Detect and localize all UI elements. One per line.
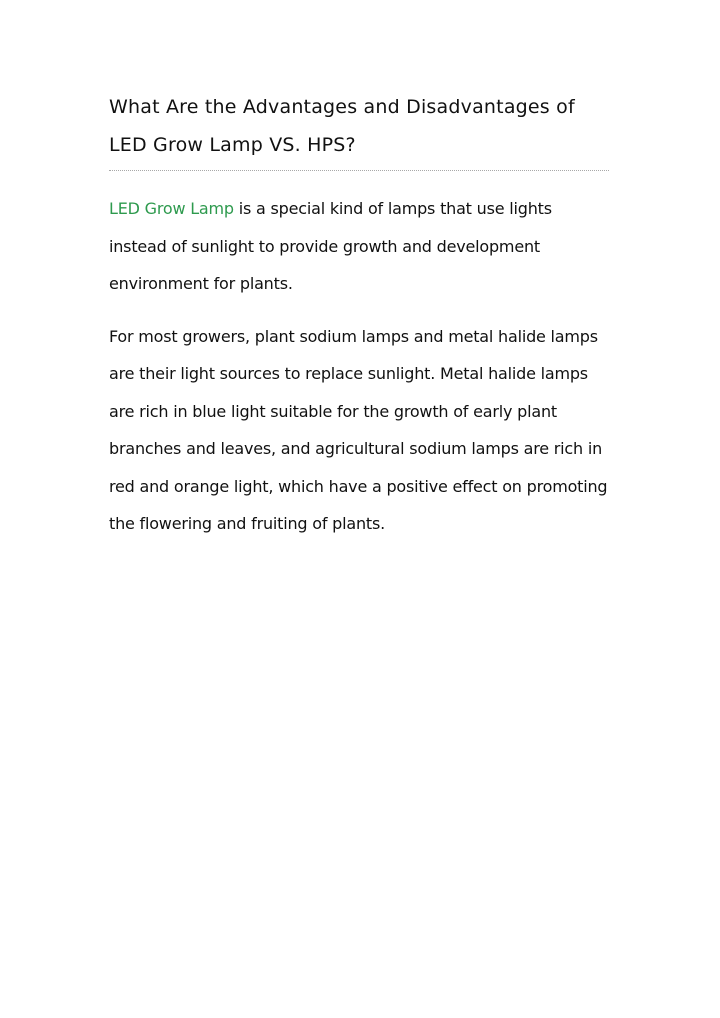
body-paragraph: For most growers, plant sodium lamps and metal halide lamps are their light sources to replace sunlight. Metal halide lamps are rich in blue light suitable for the growth of early plant branches and leaves, and agricultural sodium lamps are rich in red and orange light, which have a positive effect on promoting the flowering and fruiting of plants.: [109, 326, 608, 533]
article-title: What Are the Advantages and Disadvantages of LED Grow Lamp VS. HPS?: [109, 96, 575, 156]
article: [109, 88, 614, 543]
title-divider: [109, 170, 609, 171]
led-grow-lamp-link[interactable]: LED Grow Lamp: [109, 199, 234, 218]
intro-paragraph: [109, 190, 614, 303]
intro-text: is a special kind of lamps that use lights instead of sunlight to provide growth and development environment for plants.: [109, 199, 552, 293]
